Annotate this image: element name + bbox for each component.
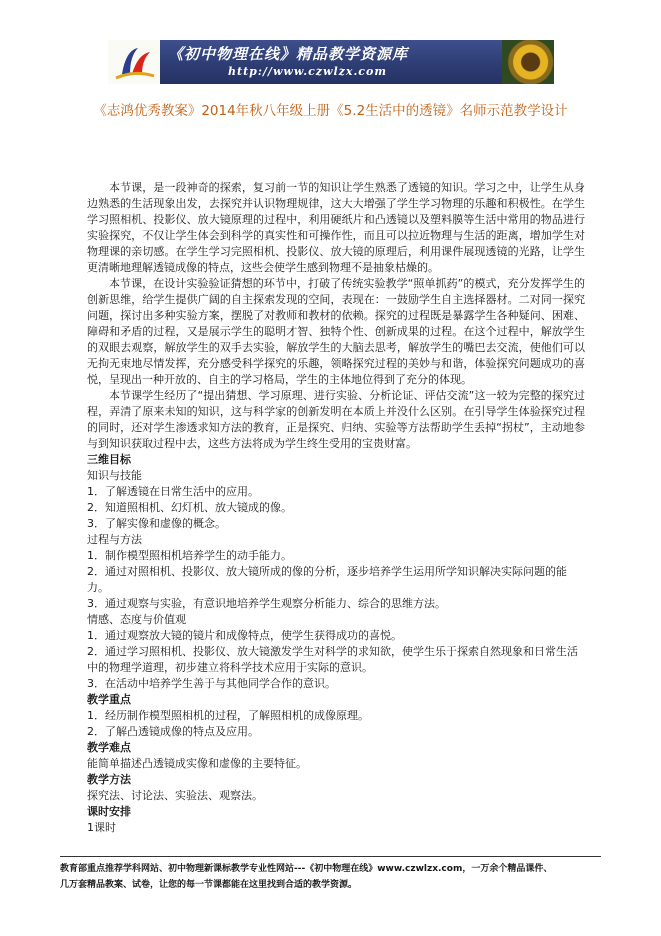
intro-paragraph: 本节课，在设计实验验证猜想的环节中，打破了传统实验教学“照单抓药”的模式，充分发挥学生的创新思维，给学生提供广阔的自主探索发现的空间，表现在：一鼓励学生自主选择器材。二对同一探究问题，探讨出多种实验方案，摆脱了对教师和教材的依赖。探究的过程既是暴露学生各种疑问、困难、障碍和矛盾的过程，又是展示学生的聪明才智、独特个性、创新成果的过程。在这个过程中，解放学生的双眼去观察，解放学生的双手去实验，解放学生的大脑去思考，解放学生的嘴巴去交流，使他们可以无拘无束地尽情发挥，充分感受科学探究的乐趣，领略探究过程的美妙与和谐，体验探究问题成功的喜悦，呈现出一种开放的、自主的学习格局，学生的主体地位得到了充分的体现。 bbox=[87, 277, 585, 386]
banner-title: 《初中物理在线》精品教学资源库 bbox=[168, 45, 409, 63]
methods-heading: 教学方法 bbox=[87, 773, 131, 786]
goal-item: 2．知道照相机、幻灯机、放大镜成的像。 bbox=[87, 501, 292, 514]
goals-heading: 三维目标 bbox=[87, 453, 131, 466]
goal-item: 3．了解实像和虚像的概念。 bbox=[87, 517, 226, 530]
goal-item: 2．通过学习照相机、投影仪、放大镜激发学生对科学的求知欲，使学生乐于探索自然现象和日常生活中的物理学道理，初步建立将科学技术应用于实际的意识。 bbox=[87, 645, 578, 674]
footer-line: 几万套精品教案、试卷，让您的每一节课都能在这里找到合适的教学资源。 bbox=[60, 880, 358, 890]
key-point-item: 2．了解凸透镜成像的特点及应用。 bbox=[87, 725, 259, 738]
process-label: 过程与方法 bbox=[87, 533, 142, 546]
schedule-text: 1课时 bbox=[87, 821, 116, 834]
goal-item: 1．了解透镜在日常生活中的应用。 bbox=[87, 485, 259, 498]
intro-paragraph: 本节课，是一段神奇的探索，复习前一节的知识让学生熟悉了透镜的知识。学习之中，让学生从身边熟悉的生活现象出发，去探究并认识物理规律，这大大增强了学生学习物理的乐趣和积极性。在学生学习照相机、投影仪、放大镜原理的过程中，利用硬纸片和凸透镜以及塑料膜等生活中常用的物品进行实验探究，不仅让学生体会到科学的真实性和可操作性，而且可以拉近物理与生活的距离，增加学生对物理课的亲切感。在学生学习完照相机、投影仪、放大镜的原理后，利用课件展现透镜的光路，让学生更清晰地理解透镜成像的特点，这些会使学生感到物理不是抽象枯燥的。 bbox=[87, 181, 585, 274]
key-point-item: 1．经历制作模型照相机的过程，了解照相机的成像原理。 bbox=[87, 709, 369, 722]
emotion-label: 情感、态度与价值观 bbox=[87, 613, 186, 626]
header-banner bbox=[108, 40, 554, 84]
banner-url: http://www.czwlzx.com bbox=[228, 65, 387, 78]
methods-text: 探究法、讨论法、实验法、观察法。 bbox=[87, 789, 263, 802]
schedule-heading: 课时安排 bbox=[87, 805, 131, 818]
footer-line: 教育部重点推荐学科网站、初中物理新课标教学专业性网站---《初中物理在线》www.czwlzx.com，一万余个精品课件、 bbox=[60, 864, 553, 874]
intro-paragraph: 本节课学生经历了“提出猜想、学习原理、进行实验、分析论证、评估交流”这一较为完整的探究过程，弄清了原来未知的知识，这与科学家的创新发明在本质上并没什么区别。在引导学生体验探究过程的同时，还对学生渗透求知方法的教育，正是探究、归纳、实验等方法帮助学生丢掉“拐杖”，主动地参与到知识获取过程中去，这些方法将成为学生终生受用的宝贵财富。 bbox=[87, 389, 585, 450]
document-title: 《志鸿优秀教案》2014年秋八年级上册《5.2生活中的透镜》名师示范教学设计 bbox=[93, 103, 568, 119]
key-points-heading: 教学重点 bbox=[87, 693, 131, 706]
goal-item: 1．通过观察放大镜的镜片和成像特点，使学生获得成功的喜悦。 bbox=[87, 629, 402, 642]
difficulty-text: 能简单描述凸透镜成实像和虚像的主要特征。 bbox=[87, 757, 307, 770]
difficulty-heading: 教学难点 bbox=[87, 741, 131, 754]
sunflower-image bbox=[502, 40, 554, 84]
goal-item: 3．在活动中培养学生善于与其他同学合作的意识。 bbox=[87, 677, 336, 690]
knowledge-label: 知识与技能 bbox=[87, 469, 142, 482]
goal-item: 2．通过对照相机、投影仪、放大镜所成的像的分析，逐步培养学生运用所学知识解决实际问题的能力。 bbox=[87, 565, 567, 594]
document-body bbox=[87, 180, 585, 836]
site-logo bbox=[108, 40, 160, 84]
page-footer bbox=[60, 856, 601, 893]
goal-item: 3．通过观察与实验，有意识地培养学生观察分析能力、综合的思维方法。 bbox=[87, 597, 446, 610]
goal-item: 1．制作模型照相机培养学生的动手能力。 bbox=[87, 549, 292, 562]
